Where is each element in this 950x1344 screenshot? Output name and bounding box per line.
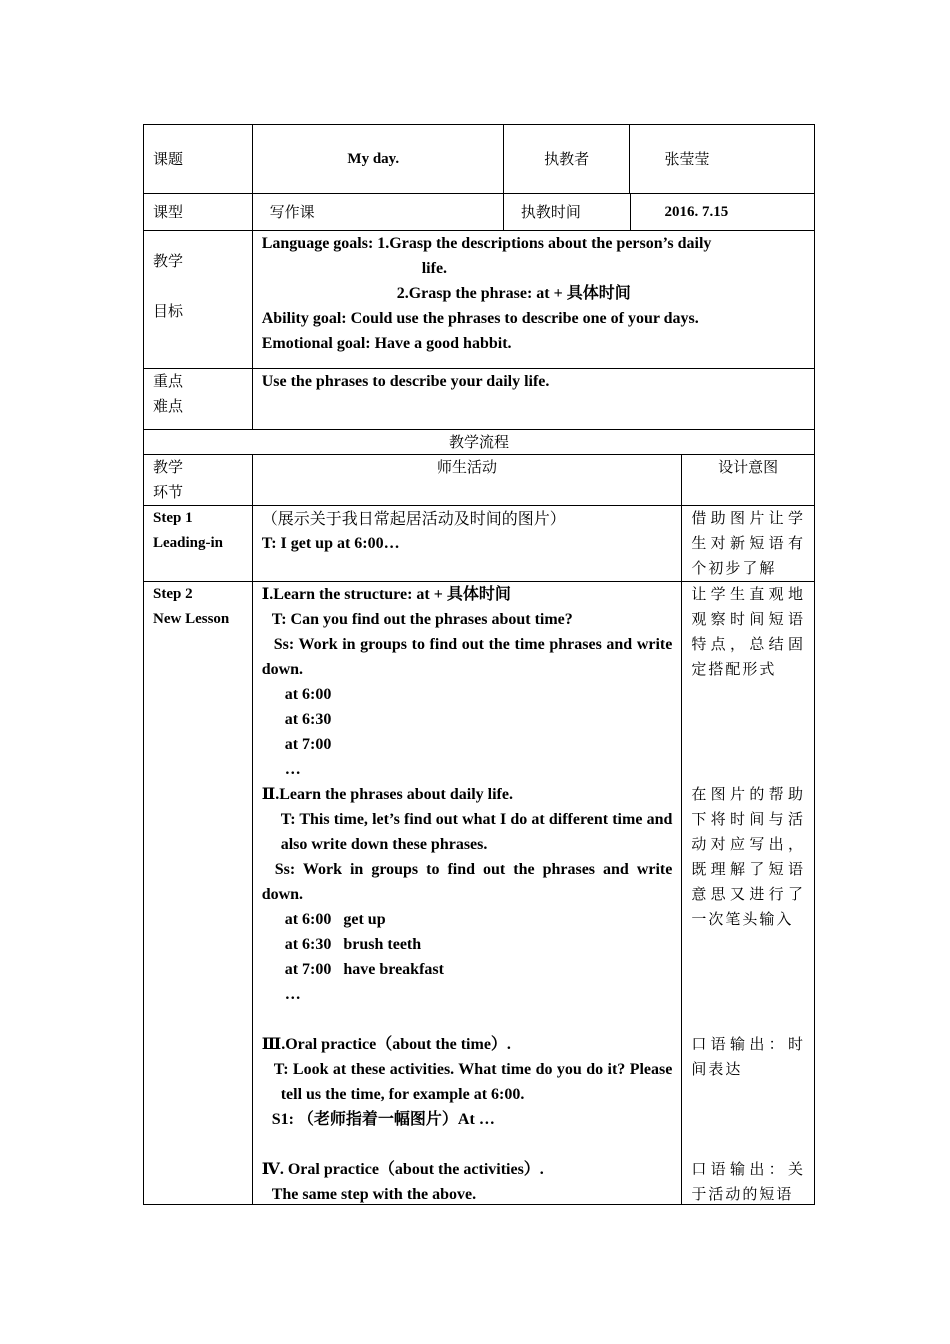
part2-title: Ⅱ.Learn the phrases about daily life.	[261, 786, 513, 803]
part2-item-1: at 6:00 get up	[284, 911, 386, 928]
step1-line-1: （展示关于我日常起居活动及时间的图片）	[261, 509, 566, 528]
focus-text: Use the phrases to describe your daily life.	[261, 373, 550, 390]
part1-students: Ss: Work in groups to find out the time phrases and write down.	[261, 636, 673, 678]
part1-intent: 让学生直观地观察时间短语特点，总结固定搭配形式	[691, 585, 805, 678]
goal-line-5: Emotional goal: Have a good habbit.	[261, 335, 512, 352]
goals-label-1: 教学	[153, 252, 184, 270]
part4-intent: 口语输出：关于活动的短语	[691, 1160, 805, 1203]
step2-intent	[682, 582, 814, 1204]
focus-row	[144, 369, 814, 430]
lesson-plan-table	[143, 124, 815, 1205]
teacher-label: 执教者	[504, 125, 631, 193]
col-stage	[144, 455, 253, 505]
topic-row	[144, 125, 814, 194]
goal-line-3: 2.Grasp the phrase: at + 具体时间	[396, 285, 631, 302]
process-title: 教学流程	[448, 433, 509, 451]
part3-teacher: T: Look at these activities. What time do you do it? Please tell us the time, for example at 6:00.	[273, 1061, 673, 1103]
col-intent: 设计意图	[718, 458, 779, 476]
focus-label-2: 难点	[153, 397, 184, 415]
part1-title: Ⅰ.Learn the structure: at + 具体时间	[261, 586, 511, 603]
focus-label-1: 重点	[153, 372, 184, 390]
part2-item-2: at 6:30 brush teeth	[284, 936, 422, 953]
part3-title: Ⅲ.Oral practice（about the time）.	[261, 1036, 511, 1053]
step1-line-2: T: I get up at 6:00…	[261, 535, 400, 552]
time-label: 执教时间	[504, 194, 631, 230]
part2-item-3: at 7:00 have breakfast	[284, 961, 444, 978]
part2-item-4: …	[284, 986, 301, 1003]
part1-item-2: at 6:30	[284, 711, 332, 728]
topic-label: 课题	[144, 125, 253, 193]
col-stage-1: 教学	[153, 458, 184, 476]
goals-row	[144, 231, 814, 369]
goals-label-2: 目标	[153, 302, 184, 320]
step1-sub: Leading-in	[153, 535, 224, 551]
part4-title: Ⅳ. Oral practice（about the activities）.	[261, 1161, 544, 1178]
step1-row	[144, 506, 814, 582]
goal-line-4: Ability goal: Could use the phrases to describe one of your days.	[261, 310, 699, 327]
type-value: 写作课	[253, 194, 504, 230]
part2-teacher: T: This time, let’s find out what I do at different time and also write down these phrases.	[280, 811, 673, 853]
part1-item-1: at 6:00	[284, 686, 332, 703]
step2-sub: New Lesson	[153, 611, 230, 627]
process-title-row	[144, 430, 814, 455]
focus-label	[144, 369, 253, 429]
part1-teacher: T: Can you find out the phrases about time?	[271, 611, 573, 628]
part1-item-4: …	[284, 761, 301, 778]
type-label: 课型	[144, 194, 253, 230]
goal-line-1: Language goals: 1.Grasp the descriptions about the person’s daily	[261, 235, 712, 252]
part3-intent: 口语输出：时间表达	[691, 1035, 805, 1078]
part2-students: Ss: Work in groups to find out the phrases and write down.	[261, 861, 673, 903]
col-activity: 师生活动	[253, 455, 683, 505]
step2-row	[144, 582, 814, 1204]
spacer-1	[262, 1007, 673, 1032]
time-value: 2016. 7.15	[664, 203, 729, 220]
step2-activity	[253, 582, 683, 1204]
goals-label	[144, 231, 253, 368]
part1-item-3: at 7:00	[284, 736, 332, 753]
step2-name: Step 2	[153, 586, 193, 602]
topic-value: My day.	[253, 125, 504, 193]
part4-text: The same step with the above.	[271, 1186, 477, 1203]
step2-stage	[144, 582, 253, 1204]
goal-line-2: life.	[421, 260, 448, 277]
goals-content	[253, 231, 814, 368]
step1-activity	[253, 506, 683, 581]
col-stage-2: 环节	[153, 483, 184, 501]
teacher-value: 张莹莹	[664, 149, 710, 168]
part2-intent: 在图片的帮助下将时间与活动对应写出，既理解了短语意思又进行了一次笔头输入	[691, 785, 805, 928]
step1-stage	[144, 506, 253, 581]
step1-name: Step 1	[153, 510, 193, 526]
process-header-row	[144, 455, 814, 506]
type-row	[144, 194, 814, 231]
part3-s1: S1: （老师指着一幅图片）At …	[271, 1111, 495, 1128]
spacer-2	[262, 1132, 673, 1157]
step1-intent: 借助图片让学生对新短语有个初步了解	[691, 509, 805, 577]
